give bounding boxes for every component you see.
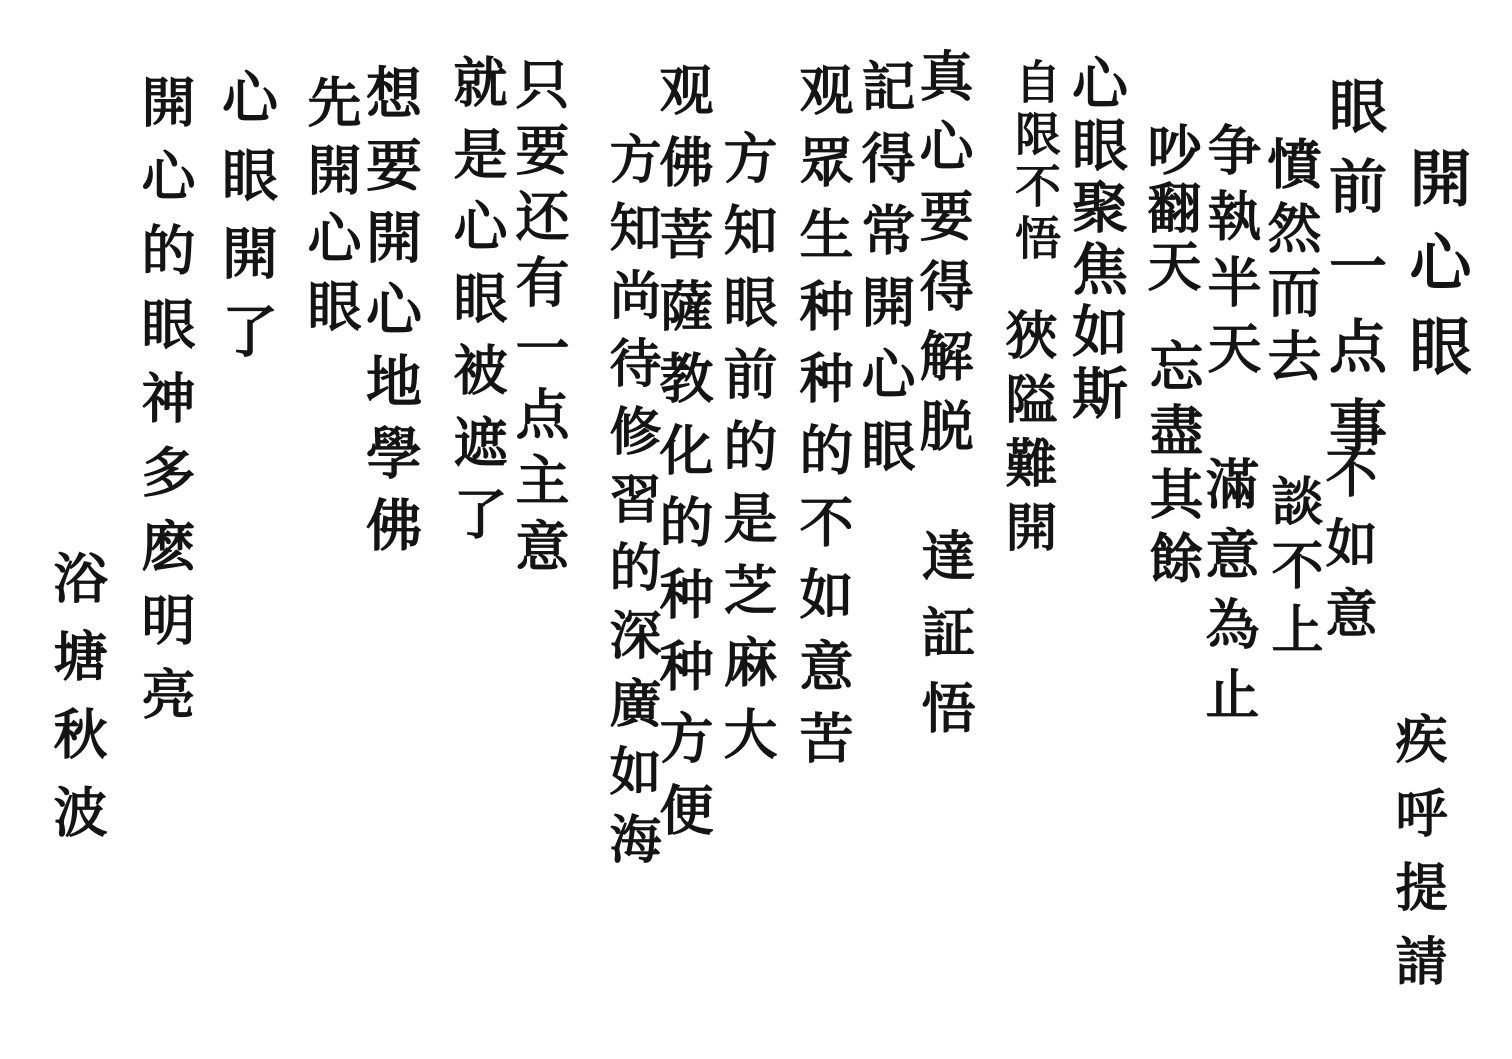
poem-line: 滿意為止 — [1197, 456, 1261, 736]
poem-line: 達証悟 — [913, 528, 977, 756]
poem-line: 忘盡其餘 — [1141, 338, 1205, 594]
poem-line: 争執半天 — [1199, 122, 1263, 386]
poem-line: 先開心眼 — [299, 74, 363, 346]
poem-line: 心眼開了 — [213, 68, 279, 380]
poem-line: 想要開心地學佛 — [357, 64, 423, 568]
signature: 浴塘秋波 — [45, 550, 109, 862]
poem-line: 談不上 — [1262, 474, 1323, 666]
poem-line: 方知眼前的是芝麻大 — [715, 130, 779, 778]
poem-line: 眼前一点事 — [1319, 76, 1387, 476]
poem-line: 方知尚待修習的深廣如海 — [600, 132, 661, 880]
poem-line: 記得常開心眼 — [853, 58, 917, 490]
annotation-line: 疾呼提請 — [1386, 712, 1447, 1008]
poem-line: 观佛菩薩教化的种种方便 — [651, 62, 715, 854]
poem-line: 吵翻天 — [1139, 122, 1203, 296]
poem-line: 開心的眼神多麽明亮 — [133, 74, 197, 740]
poem-line: 真心要得解脱 — [911, 48, 975, 468]
poem-line: 就是心眼被遮了 — [445, 54, 509, 558]
poem-line: 自限不悟 — [1008, 58, 1062, 266]
poem-line: 只要还有一点主意 — [507, 56, 571, 584]
poem-line: 不如意 — [1316, 446, 1377, 656]
poem-title: 開心眼 — [1399, 146, 1472, 398]
poem-line: 憤然而去 — [1259, 136, 1323, 392]
poem-line: 心眼聚焦如斯 — [1063, 54, 1129, 426]
poem-line: 狹隘難開 — [996, 308, 1057, 564]
poem-line: 观眾生种种的不如意苦 — [791, 62, 855, 782]
